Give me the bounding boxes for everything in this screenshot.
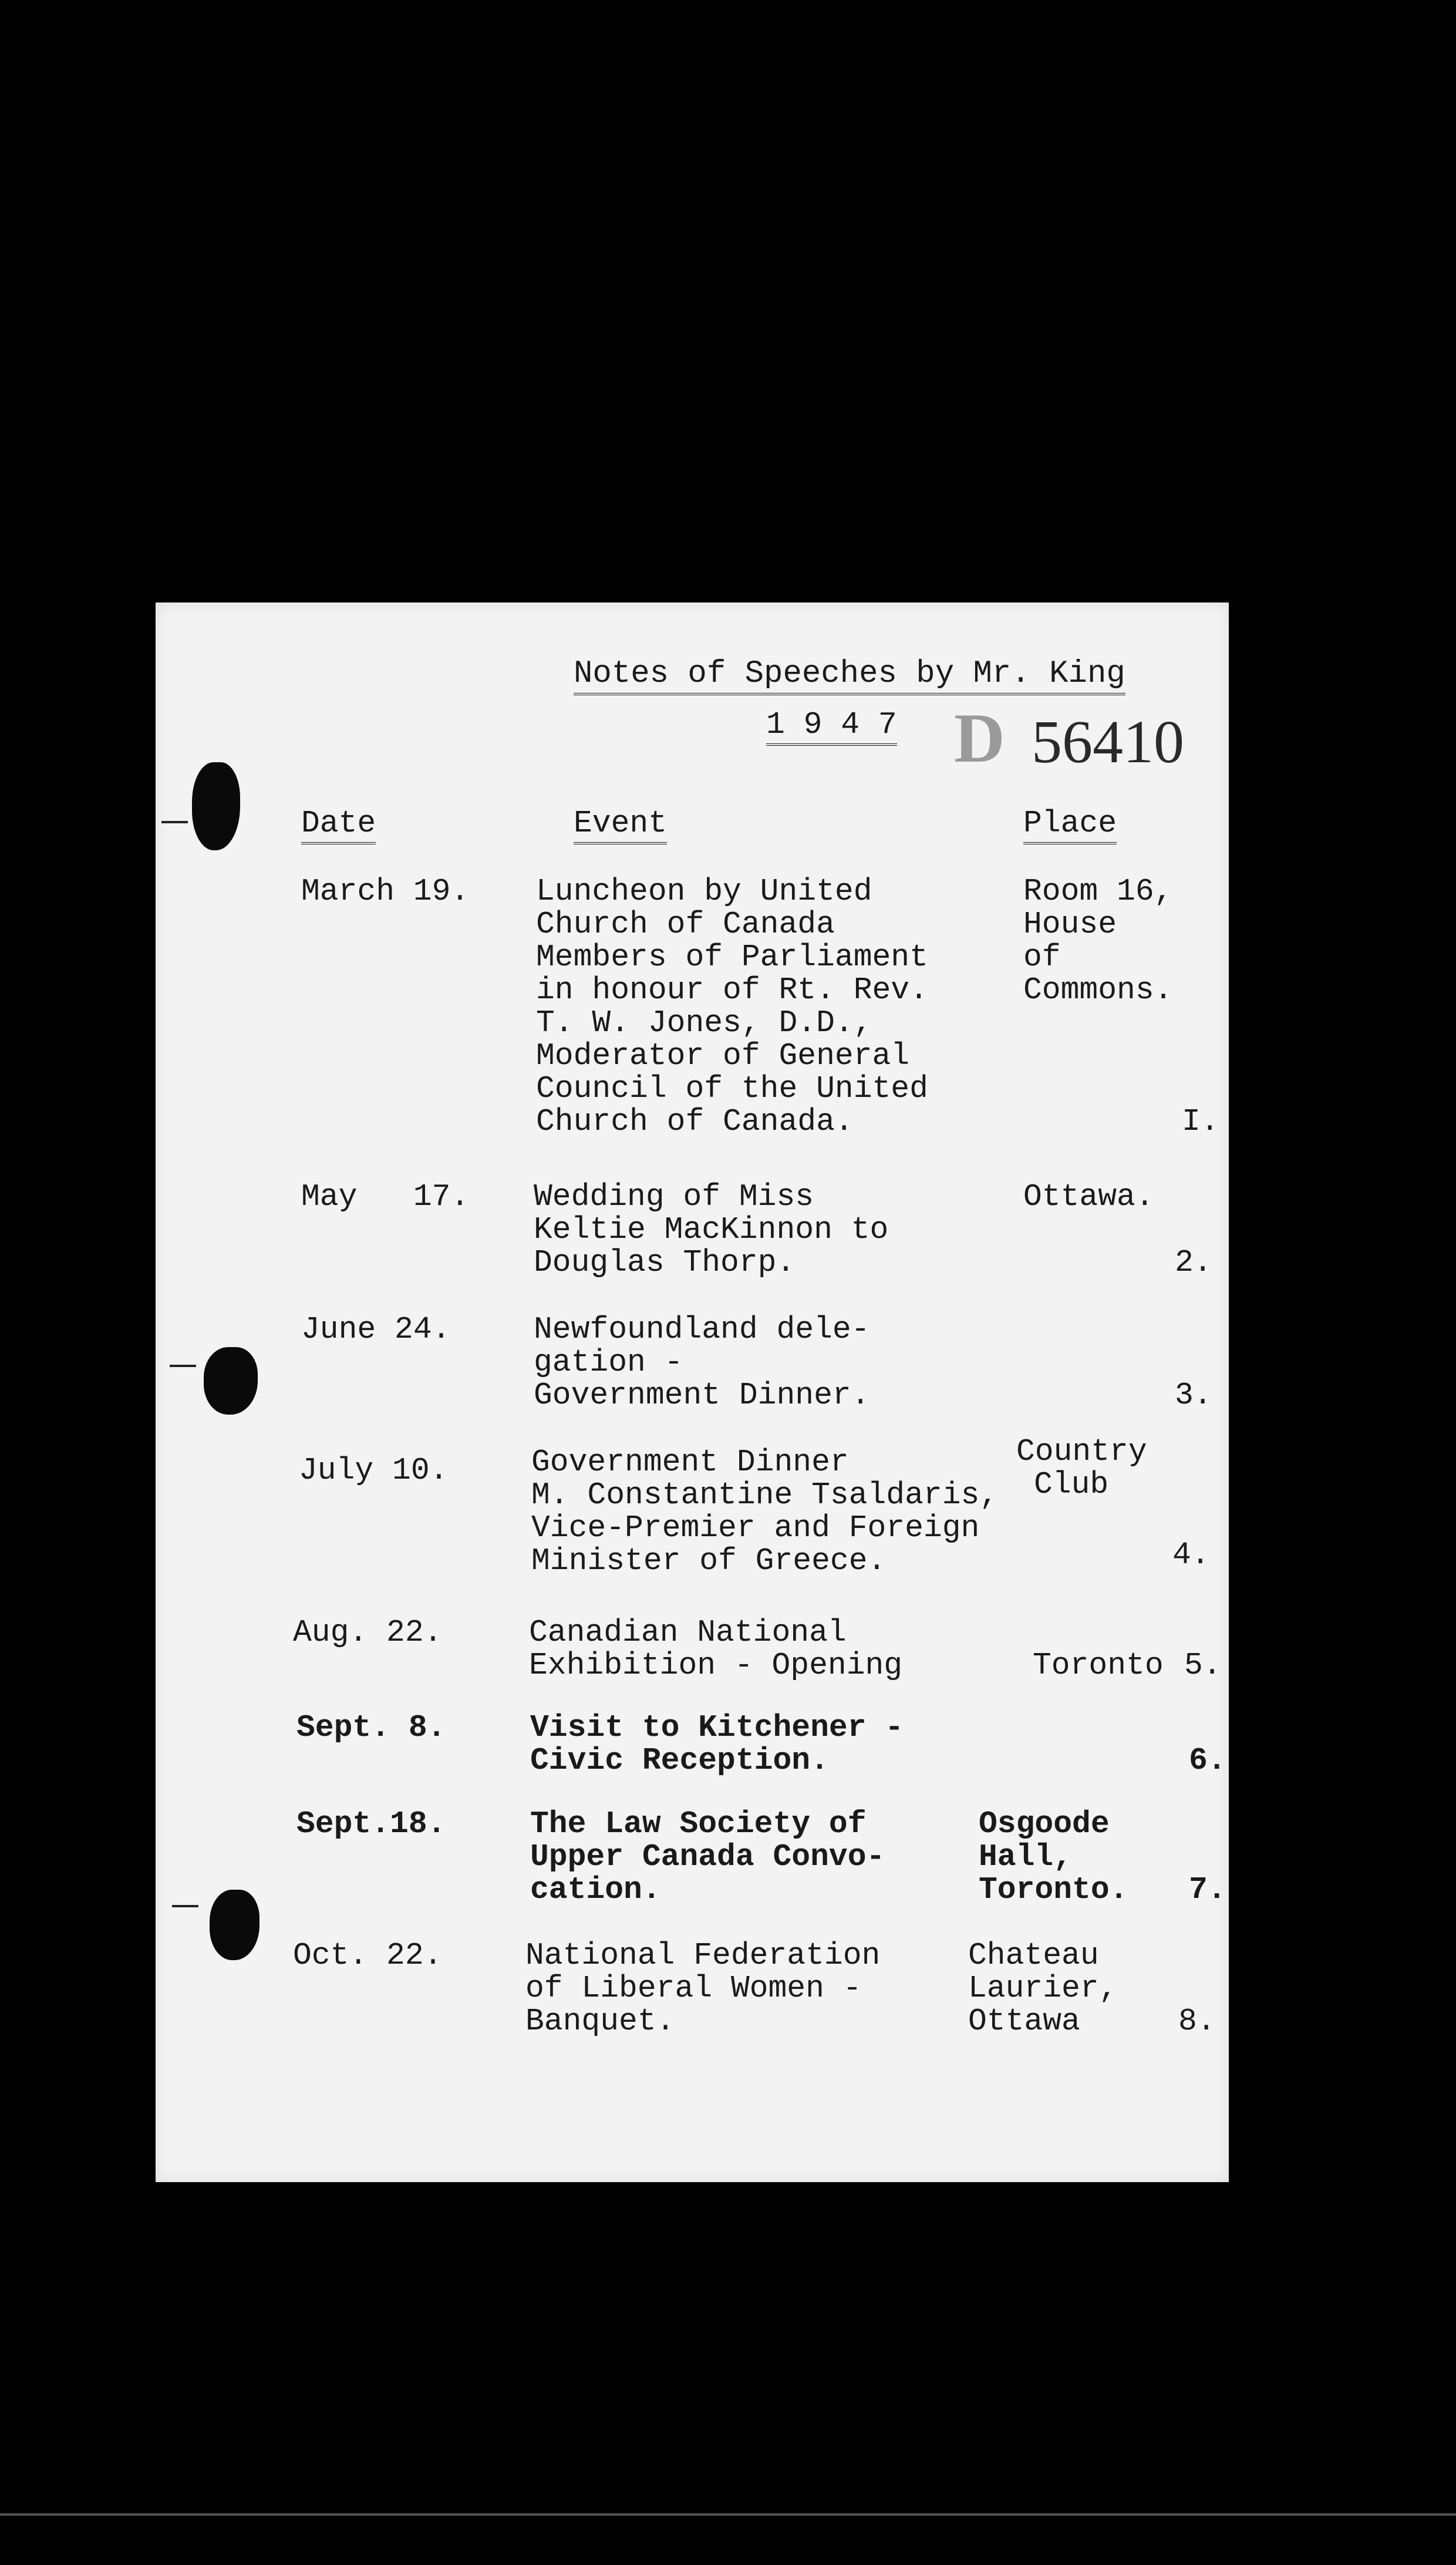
- event-line: Government Dinner: [531, 1445, 849, 1480]
- event-line: Luncheon by United: [536, 874, 872, 909]
- entry-place: [1033, 1649, 1164, 1682]
- margin-tick: [170, 1365, 196, 1367]
- document-year: 1 9 4 7: [766, 708, 897, 746]
- entry-place: [1023, 875, 1172, 1007]
- entry-number: 4.: [1172, 1537, 1210, 1573]
- viewer-bottom-divider: [0, 2513, 1456, 2516]
- place-line: Chateau: [968, 1938, 1099, 1973]
- entry-number: I.: [1182, 1104, 1219, 1139]
- entry-place: [1016, 1435, 1147, 1501]
- event-line: of Liberal Women -: [525, 1971, 862, 2006]
- document-title: Notes of Speeches by Mr. King: [574, 658, 1125, 695]
- entry-event: [531, 1446, 998, 1577]
- place-line: Ottawa.: [1023, 1179, 1154, 1214]
- event-line: Douglas Thorp.: [534, 1245, 796, 1280]
- entry-number: 5.: [1184, 1648, 1222, 1683]
- entry-date: Sept. 8.: [296, 1710, 446, 1745]
- entry-date: Oct. 22.: [293, 1938, 443, 1973]
- event-line: in honour of Rt. Rev.: [536, 972, 928, 1008]
- place-line: Toronto: [1033, 1648, 1164, 1683]
- stamp-letter: D: [954, 699, 1005, 777]
- event-line: Church of Canada: [536, 907, 835, 942]
- event-line: Moderator of General: [536, 1038, 910, 1073]
- entry-number: 8.: [1178, 2004, 1216, 2039]
- event-line: Upper Canada Convo-: [530, 1839, 885, 1874]
- place-line: Hall,: [979, 1839, 1073, 1874]
- place-line: Room 16,: [1023, 874, 1173, 909]
- place-line: House: [1023, 907, 1117, 942]
- event-line: Government Dinner.: [534, 1378, 870, 1413]
- entry-event: [525, 1939, 880, 2038]
- event-line: The Law Society of: [530, 1806, 867, 1842]
- entry-event: [529, 1616, 902, 1682]
- place-line: of: [1023, 940, 1061, 975]
- entry-number: 3.: [1175, 1378, 1212, 1413]
- column-header-event: Event: [574, 807, 667, 844]
- place-line: Osgoode: [979, 1806, 1110, 1842]
- place-line: Commons.: [1023, 972, 1173, 1008]
- entry-date: June 24.: [301, 1312, 451, 1347]
- entry-place: [1023, 1180, 1154, 1213]
- column-header-date: Date: [301, 807, 376, 844]
- event-line: Newfoundland dele-: [534, 1312, 870, 1347]
- event-line: Vice-Premier and Foreign: [531, 1510, 980, 1546]
- entry-place: [979, 1807, 1128, 1906]
- entry-event: [534, 1180, 888, 1279]
- event-line: T. W. Jones, D.D.,: [536, 1005, 872, 1041]
- entry-date: Sept.18.: [296, 1806, 446, 1842]
- column-header-place: Place: [1023, 807, 1117, 844]
- entry-event: [530, 1807, 885, 1906]
- entry-event: [530, 1711, 904, 1777]
- event-line: Members of Parliament: [536, 940, 928, 975]
- event-line: gation -: [534, 1345, 683, 1380]
- place-line: Club: [1034, 1467, 1109, 1502]
- entry-date: March 19.: [301, 874, 470, 909]
- place-line: Ottawa: [968, 2004, 1080, 2039]
- entry-date: Aug. 22.: [293, 1615, 443, 1650]
- punch-hole: [210, 1890, 259, 1960]
- event-line: Wedding of Miss: [534, 1179, 814, 1214]
- entry-number: 6.: [1189, 1743, 1226, 1778]
- event-line: Visit to Kitchener -: [530, 1710, 904, 1745]
- event-line: Minister of Greece.: [531, 1543, 887, 1578]
- entry-number: 7.: [1189, 1872, 1226, 1907]
- event-line: Banquet.: [525, 2004, 675, 2039]
- entry-event: [534, 1313, 870, 1412]
- punch-hole: [204, 1347, 258, 1415]
- event-line: Civic Reception.: [530, 1743, 829, 1778]
- place-line: Toronto.: [979, 1872, 1128, 1907]
- margin-tick: [161, 821, 188, 823]
- event-line: Keltie MacKinnon to: [534, 1212, 889, 1247]
- event-line: National Federation: [525, 1938, 881, 1973]
- event-line: cation.: [530, 1872, 661, 1907]
- event-line: Canadian National: [529, 1615, 847, 1650]
- entry-date: May 17.: [301, 1179, 470, 1214]
- event-line: Church of Canada.: [536, 1104, 854, 1139]
- event-line: M. Constantine Tsaldaris,: [531, 1477, 999, 1513]
- document-page: [156, 602, 1229, 2182]
- entry-place: [968, 1939, 1117, 2038]
- punch-hole: [192, 762, 240, 850]
- event-line: Exhibition - Opening: [529, 1648, 903, 1683]
- place-line: Laurier,: [968, 1971, 1118, 2006]
- margin-tick: [172, 1905, 198, 1907]
- entry-event: [536, 875, 928, 1138]
- entry-date: July 10.: [299, 1453, 449, 1488]
- event-line: Council of the United: [536, 1071, 928, 1106]
- entry-number: 2.: [1175, 1245, 1212, 1280]
- stamp-number: 56410: [1032, 708, 1184, 776]
- place-line: Country: [1016, 1434, 1147, 1469]
